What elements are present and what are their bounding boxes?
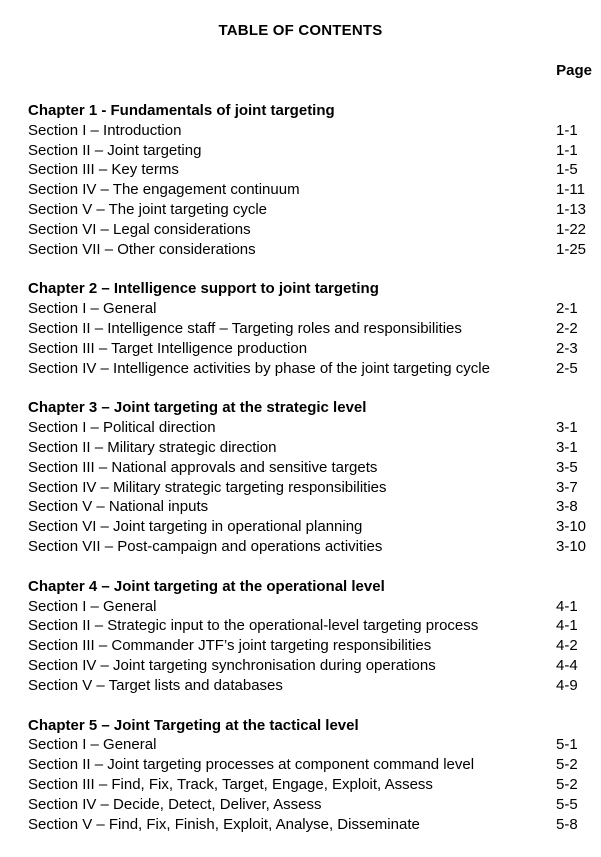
chapter-list <box>28 101 591 854</box>
section-page-number: 2-5 <box>556 359 578 377</box>
section-page-number: 1-11 <box>556 181 585 199</box>
chapter-title: Chapter 4 – Joint targeting at the operational level <box>28 577 385 595</box>
section-label: Section VI – Legal considerations <box>28 220 251 238</box>
section-label: Section IV – Joint targeting synchronisation during operations <box>28 656 436 674</box>
toc-entry[interactable] <box>28 616 591 636</box>
section-page-number: 5-5 <box>556 795 578 813</box>
section-page-number: 3-1 <box>556 419 578 437</box>
chapter-3 <box>28 398 591 556</box>
toc-entry[interactable] <box>28 636 591 656</box>
section-page-number: 1-1 <box>556 121 578 139</box>
toc-entry[interactable] <box>28 359 591 379</box>
chapter-2 <box>28 279 591 378</box>
section-page-number: 4-2 <box>556 637 578 655</box>
section-label: Section IV – Decide, Detect, Deliver, Assess <box>28 795 322 813</box>
section-label: Section I – General <box>28 736 157 754</box>
toc-entry[interactable] <box>28 299 591 319</box>
toc-entry[interactable] <box>28 497 591 517</box>
chapter-4 <box>28 577 591 696</box>
section-page-number: 4-4 <box>556 656 578 674</box>
section-label: Section III – National approvals and sensitive targets <box>28 458 378 476</box>
section-page-number: 1-13 <box>556 200 587 218</box>
toc-entry[interactable] <box>28 220 591 240</box>
toc-entry[interactable] <box>28 121 591 141</box>
toc-entry[interactable] <box>28 240 591 260</box>
chapter-title: Chapter 5 – Joint Targeting at the tactical level <box>28 716 359 734</box>
toc-entry[interactable] <box>28 676 591 696</box>
toc-entry[interactable] <box>28 141 591 161</box>
toc-entry[interactable] <box>28 180 591 200</box>
section-label: Section I – General <box>28 597 157 615</box>
section-page-number: 2-3 <box>556 339 578 357</box>
section-label: Section VII – Post-campaign and operations activities <box>28 537 383 555</box>
toc-entry[interactable] <box>28 200 591 220</box>
toc-entry[interactable] <box>28 478 591 498</box>
section-label: Section I – Political direction <box>28 419 216 437</box>
section-label: Section III – Commander JTF’s joint targeting responsibilities <box>28 637 432 655</box>
page-column-header: Page <box>556 62 592 79</box>
section-label: Section I – Introduction <box>28 121 182 139</box>
toc-entry[interactable] <box>28 775 591 795</box>
section-page-number: 4-9 <box>556 676 578 694</box>
section-page-number: 4-1 <box>556 597 578 615</box>
section-page-number: 1-5 <box>556 161 578 179</box>
section-label: Section I – General <box>28 300 157 318</box>
section-label: Section IV – Military strategic targeting responsibilities <box>28 478 387 496</box>
toc-entry[interactable] <box>28 656 591 676</box>
chapter-1 <box>28 101 591 259</box>
chapter-title: Chapter 3 – Joint targeting at the strategic level <box>28 399 367 417</box>
section-label: Section II – Joint targeting processes at component command level <box>28 756 475 774</box>
section-page-number: 2-2 <box>556 319 578 337</box>
section-page-number: 3-1 <box>556 438 578 456</box>
toc-entry[interactable] <box>28 517 591 537</box>
section-label: Section V – National inputs <box>28 498 209 516</box>
toc-entry[interactable] <box>28 755 591 775</box>
section-page-number: 5-2 <box>556 756 578 774</box>
section-page-number: 1-1 <box>556 141 578 159</box>
section-label: Section III – Key terms <box>28 161 179 179</box>
section-label: Section II – Joint targeting <box>28 141 202 159</box>
chapter-title: Chapter 1 - Fundamentals of joint targeting <box>28 102 335 119</box>
toc-entry[interactable] <box>28 438 591 458</box>
section-label: Section III – Find, Fix, Track, Target, Engage, Exploit, Assess <box>28 775 433 793</box>
section-page-number: 5-8 <box>556 815 578 833</box>
toc-entry[interactable] <box>28 319 591 339</box>
section-page-number: 3-10 <box>556 537 587 555</box>
section-label: Section IV – Intelligence activities by phase of the joint targeting cycle <box>28 359 490 377</box>
section-label: Section II – Strategic input to the operational-level targeting process <box>28 617 479 635</box>
section-page-number: 2-1 <box>556 300 578 318</box>
section-label: Section VII – Other considerations <box>28 240 256 258</box>
section-page-number: 1-22 <box>556 220 587 238</box>
section-label: Section IV – The engagement continuum <box>28 181 300 199</box>
toc-entry[interactable] <box>28 458 591 478</box>
section-label: Section V – The joint targeting cycle <box>28 200 268 218</box>
toc-entry[interactable] <box>28 815 591 835</box>
section-label: Section II – Military strategic direction <box>28 438 277 456</box>
section-label: Section II – Intelligence staff – Targeting roles and responsibilities <box>28 319 462 337</box>
section-label: Section V – Find, Fix, Finish, Exploit, Analyse, Disseminate <box>28 815 420 833</box>
chapter-5 <box>28 716 591 835</box>
section-label: Section VI – Joint targeting in operational planning <box>28 518 363 536</box>
toc-entry[interactable] <box>28 339 591 359</box>
section-page-number: 4-1 <box>556 617 578 635</box>
toc-entry[interactable] <box>28 418 591 438</box>
chapter-title: Chapter 2 – Intelligence support to joint targeting <box>28 280 379 298</box>
section-label: Section III – Target Intelligence production <box>28 339 308 357</box>
section-page-number: 5-2 <box>556 775 578 793</box>
toc-entry[interactable] <box>28 735 591 755</box>
toc-entry[interactable] <box>28 160 591 180</box>
toc-entry[interactable] <box>28 537 591 557</box>
toc-entry[interactable] <box>28 597 591 617</box>
section-page-number: 1-25 <box>556 240 587 258</box>
toc-entry[interactable] <box>28 795 591 815</box>
section-page-number: 3-7 <box>556 478 578 496</box>
section-page-number: 5-1 <box>556 736 578 754</box>
section-label: Section V – Target lists and databases <box>28 676 283 694</box>
section-page-number: 3-5 <box>556 458 578 476</box>
toc-title: TABLE OF CONTENTS <box>218 22 383 39</box>
section-page-number: 3-8 <box>556 498 578 516</box>
section-page-number: 3-10 <box>556 518 587 536</box>
